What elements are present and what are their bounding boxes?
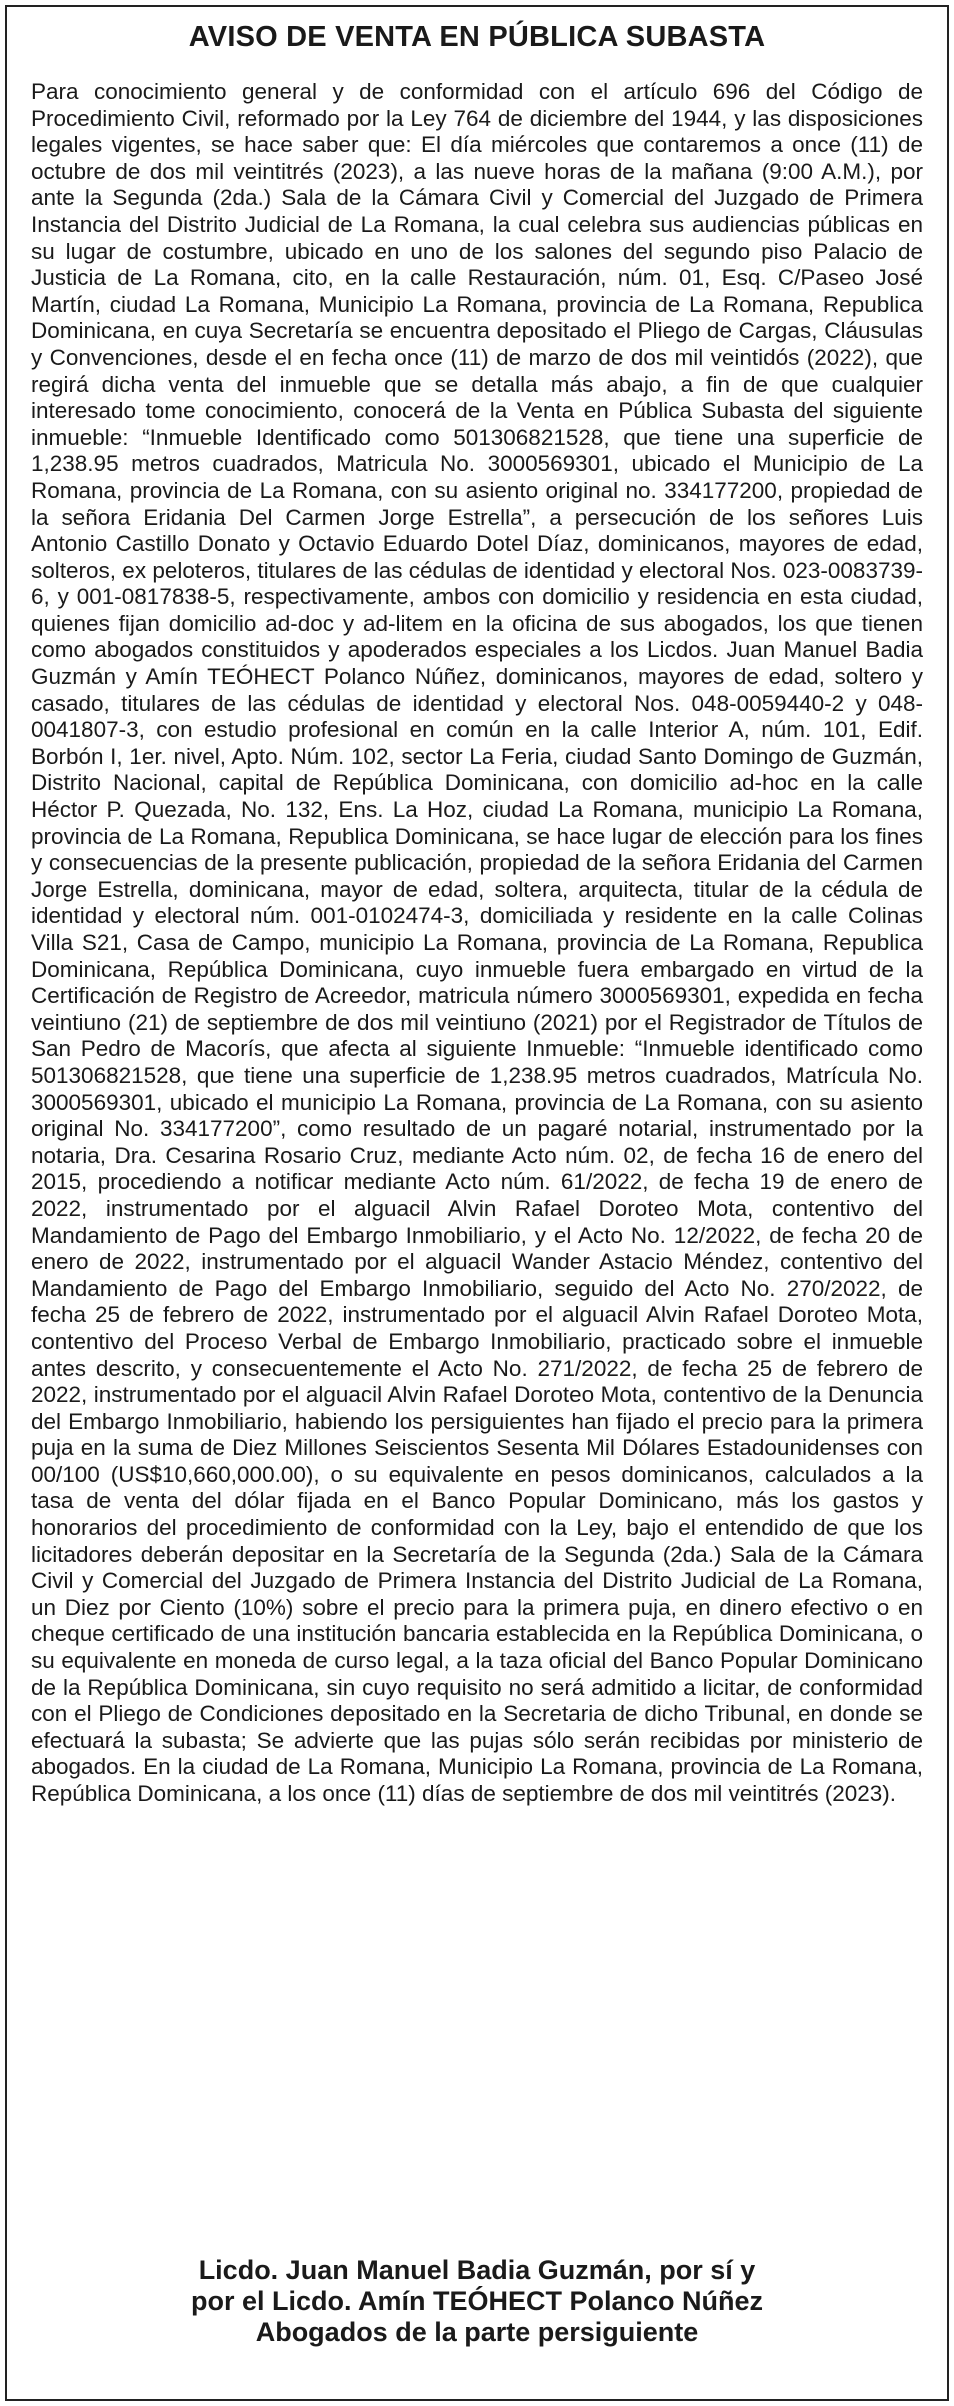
legal-notice-box <box>5 5 949 2401</box>
signature-block <box>7 2255 947 2348</box>
signature-line-3: Abogados de la parte persiguiente <box>255 2317 699 2347</box>
signature-line-1: Licdo. Juan Manuel Badia Guzmán, por sí y <box>198 2255 756 2285</box>
notice-title: AVISO DE VENTA EN PÚBLICA SUBASTA <box>188 21 766 53</box>
notice-body: Para conocimiento general y de conformidad con el artículo 696 del Código de Procedimiento Civil, reformado por la Ley 764 de diciembre del 1944, y las disposiciones legales vigentes, se hace saber que: El día miércoles que contaremos a once (11) de octubre de dos mil veintitrés (2023), a las nueve horas de la mañana (9:00 A.M.), por ante la Segunda (2da.) Sala de la Cámara Civil y Comercial del Juzgado de Primera Instancia del Distrito Judicial de La Romana, la cual celebra sus audiencias públicas en su lugar de costumbre, ubicado en uno de los salones del segundo piso Palacio de Justicia de La Romana, cito, en la calle Restauración, núm. 01, Esq. C/Paseo José Martín, ciudad La Romana, Municipio La Romana, provincia de La Romana, Republica Dominicana, en cuya Secretaría se encuentra depositado el Pliego de Cargas, Cláusulas y Convenciones, desde el en fecha once (11) de marzo de dos mil veintidós (2022), que regirá dicha venta del inmueble que se detalla más abajo, a fin de que cualquier interesado tome conocimiento, conocerá de la Venta en Pública Subasta del siguiente inmueble: “Inmueble Identificado como 501306821528, que tiene una superficie de 1,238.95 metros cuadrados, Matricula No. 3000569301, ubicado el Municipio de La Romana, provincia de La Romana, con su asiento original no. 334177200, propiedad de la señora Eridania Del Carmen Jorge Estrella”, a persecución de los señores Luis Antonio Castillo Donato y Octavio Eduardo Dotel Díaz, dominicanos, mayores de edad, solteros, ex peloteros, titulares de las cédulas de identidad y electoral Nos. 023-0083739-6, y 001-0817838-5, respectivamente, ambos con domicilio y residencia en esta ciudad, quienes fijan domicilio ad-doc y ad-litem en la oficina de sus abogados, los que tienen como abogados constituidos y apoderados especiales a los Licdos. Juan Manuel Badia Guzmán y Amín TEÓHECT Polanco Núñez, dominicanos, mayores de edad, soltero y casado, titulares de las cédulas de identidad y electoral Nos. 048-0059440-2 y 048-0041807-3, con estudio profesional en común en la calle Interior A, núm. 101, Edif. Borbón I, 1er. nivel, Apto. Núm. 102, sector La Feria, ciudad Santo Domingo de Guzmán, Distrito Nacional, capital de República Dominicana, con domicilio ad-hoc en la calle Héctor P. Quezada, No. 132, Ens. La Hoz, ciudad La Romana, municipio La Romana, provincia de La Romana, Republica Dominicana, se hace lugar de elección para los fines y consecuencias de la presente publicación, propiedad de la señora Eridania del Carmen Jorge Estrella, dominicana, mayor de edad, soltera, arquitecta, titular de la cédula de identidad y electoral núm. 001-0102474-3, domiciliada y residente en la calle Colinas Villa S21, Casa de Campo, municipio La Romana, provincia de La Romana, Republica Dominicana, República Dominicana, cuyo inmueble fuera embargado en virtud de la Certificación de Registro de Acreedor, matricula número 3000569301, expedida en fecha veintiuno (21) de septiembre de dos mil veintiuno (2021) por el Registrador de Títulos de San Pedro de Macorís, que afecta al siguiente Inmueble: “Inmueble identificado como 501306821528, que tiene una superficie de 1,238.95 metros cuadrados, Matrícula No. 3000569301, ubicado el municipio La Romana, provincia de La Romana, con su asiento original No. 334177200”, como resultado de un pagaré notarial, instrumentado por la notaria, Dra. Cesarina Rosario Cruz, mediante Acto núm. 02, de fecha 16 de enero del 2015, procediendo a notificar mediante Acto núm. 61/2022, de fecha 19 de enero de 2022, instrumentado por el alguacil Alvin Rafael Doroteo Mota, contentivo del Mandamiento de Pago del Embargo Inmobiliario, y el Acto No. 12/2022, de fecha 20 de enero de 2022, instrumentado por el alguacil Wander Astacio Méndez, contentivo del Mandamiento de Pago del Embargo Inmobiliario, seguido del Acto No. 270/2022, de fecha 25 de febrero de 2022, instrumentado por el alguacil Alvin Rafael Doroteo Mota, contentivo del Proceso Verbal de Embargo Inmobiliario, practicado sobre el inmueble antes descrito, y consecuentemente el Acto No. 271/2022, de fecha 25 de febrero de 2022, instrumentado por el alguacil Alvin Rafael Doroteo Mota, contentivo de la Denuncia del Embargo Inmobiliario, habiendo los persiguientes han fijado el precio para la primera puja en la suma de Diez Millones Seiscientos Sesenta Mil Dólares Estadounidenses con 00/100 (US$10,660,000.00), o su equivalente en pesos dominicanos, calculados a la tasa de venta del dólar fijada en el Banco Popular Dominicano, más los gastos y honorarios del procedimiento de conformidad con la Ley, bajo el entendido de que los licitadores deberán depositar en la Secretaría de la Segunda (2da.) Sala de la Cámara Civil y Comercial del Juzgado de Primera Instancia del Distrito Judicial de La Romana, un Diez por Ciento (10%) sobre el precio para la primera puja, en dinero efectivo o en cheque certificado de una institución bancaria establecida en la República Dominicana, o su equivalente en moneda de curso legal, a la taza oficial del Banco Popular Dominicano de la República Dominicana, sin cuyo requisito no será admitido a licitar, de conformidad con el Pliego de Condiciones depositado en la Secretaria de dicho Tribunal, en donde se efectuará la subasta; Se advierte que las pujas sólo serán recibidas por ministerio de abogados. En la ciudad de La Romana, Municipio La Romana, provincia de La Romana, República Dominicana, a los once (11) días de septiembre de dos mil veintitrés (2023). <box>31 79 923 1806</box>
signature-line-2: por el Licdo. Amín TEÓHECT Polanco Núñez <box>190 2286 764 2316</box>
